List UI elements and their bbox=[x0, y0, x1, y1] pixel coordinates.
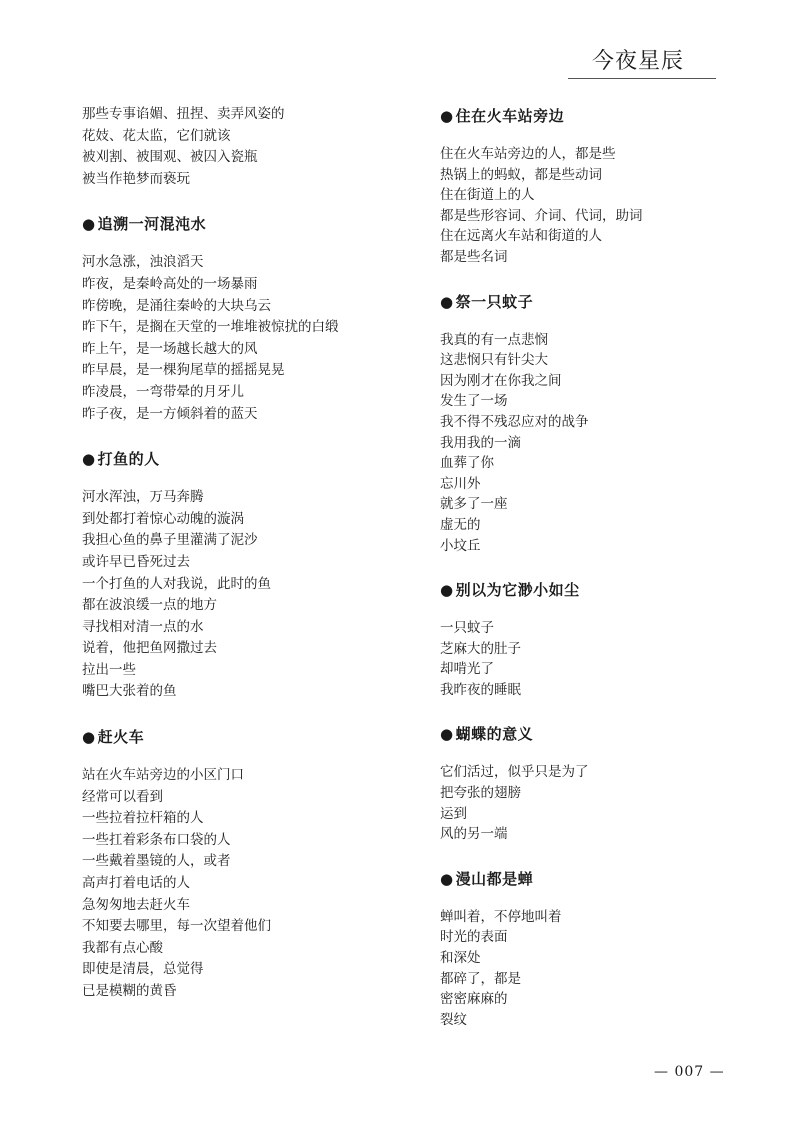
poem-title bbox=[82, 447, 402, 471]
poem-block bbox=[440, 104, 760, 268]
poem-title-text: 追溯一河混沌水 bbox=[97, 215, 207, 234]
poem-title bbox=[440, 722, 760, 746]
poem-line: 密密麻麻的 bbox=[440, 991, 508, 1008]
poem-line: 昨夜，是秦岭高处的一场暴雨 bbox=[82, 275, 258, 292]
poem-line: 被刈割、被围观、被囚入瓷瓶 bbox=[82, 149, 258, 166]
poem-line: 一些扛着彩条布口袋的人 bbox=[82, 831, 231, 848]
poem-title-text: 漫山都是蝉 bbox=[455, 869, 534, 888]
poem-line: 一个打鱼的人对我说，此时的鱼 bbox=[82, 575, 271, 592]
poem-title-text: 蝴蝶的意义 bbox=[455, 725, 534, 744]
poem-title bbox=[440, 290, 760, 314]
poem-line: 即使是清晨，总觉得 bbox=[82, 961, 204, 978]
poem-block bbox=[440, 290, 760, 557]
poem-line: 已是模糊的黄昏 bbox=[82, 983, 177, 999]
poem-line: 住在火车站旁边的人，都是些 bbox=[440, 146, 616, 162]
poem-line: 它们活过，似乎只是为了 bbox=[440, 764, 589, 781]
poem-line: 昨早晨，是一棵狗尾草的摇摇晃晃 bbox=[82, 362, 285, 379]
poem-line: 昨下午，是搁在天堂的一堆堆被惊扰的白缎 bbox=[82, 319, 339, 336]
poem-line: 一些拉着拉杆箱的人 bbox=[82, 810, 204, 827]
header-divider bbox=[568, 78, 716, 79]
right-column bbox=[440, 104, 760, 1052]
poem-title-text: 住在火车站旁边 bbox=[455, 107, 565, 125]
poem-line: 一只蚊子 bbox=[440, 620, 494, 637]
poem-line: 拉出一些 bbox=[82, 661, 136, 678]
poem-line: 嘴巴大张着的鱼 bbox=[82, 683, 177, 700]
poem-line: 花妓、花太监，它们就该 bbox=[82, 127, 231, 144]
bullet-dot-icon: ● bbox=[440, 107, 454, 125]
poem-line: 都是些形容词、介词、代词，助词 bbox=[440, 207, 643, 224]
poem-line: 站在火车站旁边的小区门口 bbox=[82, 767, 244, 784]
poem-title-text: 祭一只蚊子 bbox=[455, 292, 534, 311]
poem-line: 昨上午，是一场越长越大的风 bbox=[82, 340, 258, 357]
bullet-dot-icon: ● bbox=[440, 725, 454, 744]
poem-line: 裂纹 bbox=[440, 1011, 467, 1028]
poem-line: 我昨夜的睡眠 bbox=[440, 681, 521, 698]
poem-title-text: 打鱼的人 bbox=[97, 450, 160, 469]
poem-line: 一些戴着墨镜的人，或者 bbox=[82, 853, 231, 870]
poem-line: 小坟丘 bbox=[440, 537, 481, 554]
poem-line: 或许早已昏死过去 bbox=[82, 553, 190, 570]
poem-line: 我用我的一滴 bbox=[440, 434, 521, 451]
poem-line: 把夸张的翅膀 bbox=[440, 785, 521, 802]
poem-line: 被当作艳梦而亵玩 bbox=[82, 170, 190, 187]
poem-title-text: 赶火车 bbox=[97, 728, 145, 747]
poem-line: 不知要去哪里，每一次望着他们 bbox=[82, 918, 271, 935]
poem-line: 虚无的 bbox=[440, 516, 481, 533]
poem-title-text: 别以为它渺小如尘 bbox=[455, 581, 580, 600]
left-column bbox=[82, 104, 402, 1025]
page-number: — 007 — bbox=[654, 1064, 725, 1080]
poem-line: 血葬了你 bbox=[440, 455, 494, 472]
poem-line: 我不得不残忍应对的战争 bbox=[440, 413, 589, 430]
poem-title bbox=[440, 867, 760, 891]
poem-line: 热锅上的蚂蚁，都是些动词 bbox=[440, 166, 602, 183]
poem-line: 时光的表面 bbox=[440, 929, 508, 946]
poem-line: 因为刚才在你我之间 bbox=[440, 372, 562, 389]
poem-line: 昨凌晨，一弯带晕的月牙儿 bbox=[82, 383, 244, 400]
poem-line: 我担心鱼的鼻子里灌满了泥沙 bbox=[82, 532, 258, 549]
poem-line: 却啃光了 bbox=[440, 661, 494, 678]
poem-line: 和深处 bbox=[440, 950, 481, 967]
poem-line: 这悲悯只有针尖大 bbox=[440, 352, 548, 369]
poem-line: 说着，他把鱼网撒过去 bbox=[82, 640, 217, 657]
poem-line: 昨子夜，是一方倾斜着的蓝天 bbox=[82, 405, 258, 422]
bullet-dot-icon: ● bbox=[440, 581, 454, 600]
poem-line: 高声打着电话的人 bbox=[82, 875, 190, 892]
poem-block bbox=[82, 212, 402, 425]
poem-line: 寻找相对清一点的水 bbox=[82, 618, 204, 635]
poem-line: 我都有点心酸 bbox=[82, 939, 163, 956]
poem-title bbox=[440, 104, 760, 128]
poem-block bbox=[440, 867, 760, 1031]
poem-line: 经常可以看到 bbox=[82, 788, 163, 805]
bullet-dot-icon: ● bbox=[440, 292, 454, 311]
poem-line: 忘川外 bbox=[440, 475, 481, 492]
poem-block bbox=[82, 725, 402, 1003]
poem-line: 河水浑浊，万马奔腾 bbox=[82, 489, 204, 506]
bullet-dot-icon: ● bbox=[82, 728, 96, 747]
poem-line: 住在街道上的人 bbox=[440, 187, 535, 204]
poem-line: 就多了一座 bbox=[440, 496, 508, 513]
poem-block bbox=[440, 722, 760, 844]
poem-line: 风的另一端 bbox=[440, 826, 508, 843]
poem-line: 到处都打着惊心动魄的漩涡 bbox=[82, 510, 244, 527]
poem-line: 河水急涨，浊浪滔天 bbox=[82, 254, 204, 271]
poem-line: 我真的有一点悲悯 bbox=[440, 331, 548, 348]
poem-line: 芝麻大的肚子 bbox=[440, 640, 521, 657]
poem-line: 昨傍晚，是涌往秦岭的大块乌云 bbox=[82, 297, 271, 314]
poem-line: 急匆匆地去赶火车 bbox=[82, 896, 190, 913]
poem-line: 都碎了，都是 bbox=[440, 970, 521, 987]
poem-line: 运到 bbox=[440, 805, 467, 822]
poem-title bbox=[82, 212, 402, 236]
poem-line: 那些专事谄媚、扭捏、卖弄风姿的 bbox=[82, 106, 285, 122]
poem-block bbox=[82, 447, 402, 703]
poem-line: 都在波浪缓一点的地方 bbox=[82, 597, 217, 614]
poem-line: 都是些名词 bbox=[440, 248, 508, 265]
poem-block bbox=[82, 104, 402, 190]
bullet-dot-icon: ● bbox=[82, 450, 96, 469]
poem-title bbox=[82, 725, 402, 749]
bullet-dot-icon: ● bbox=[82, 215, 96, 234]
poem-line: 蝉叫着，不停地叫着 bbox=[440, 908, 562, 925]
page-header-title: 今夜星辰 bbox=[592, 49, 685, 74]
poem-block bbox=[440, 578, 760, 700]
poem-title bbox=[440, 578, 760, 602]
bullet-dot-icon: ● bbox=[440, 869, 454, 888]
poem-line: 住在远离火车站和街道的人 bbox=[440, 228, 602, 245]
poem-line: 发生了一场 bbox=[440, 393, 508, 410]
